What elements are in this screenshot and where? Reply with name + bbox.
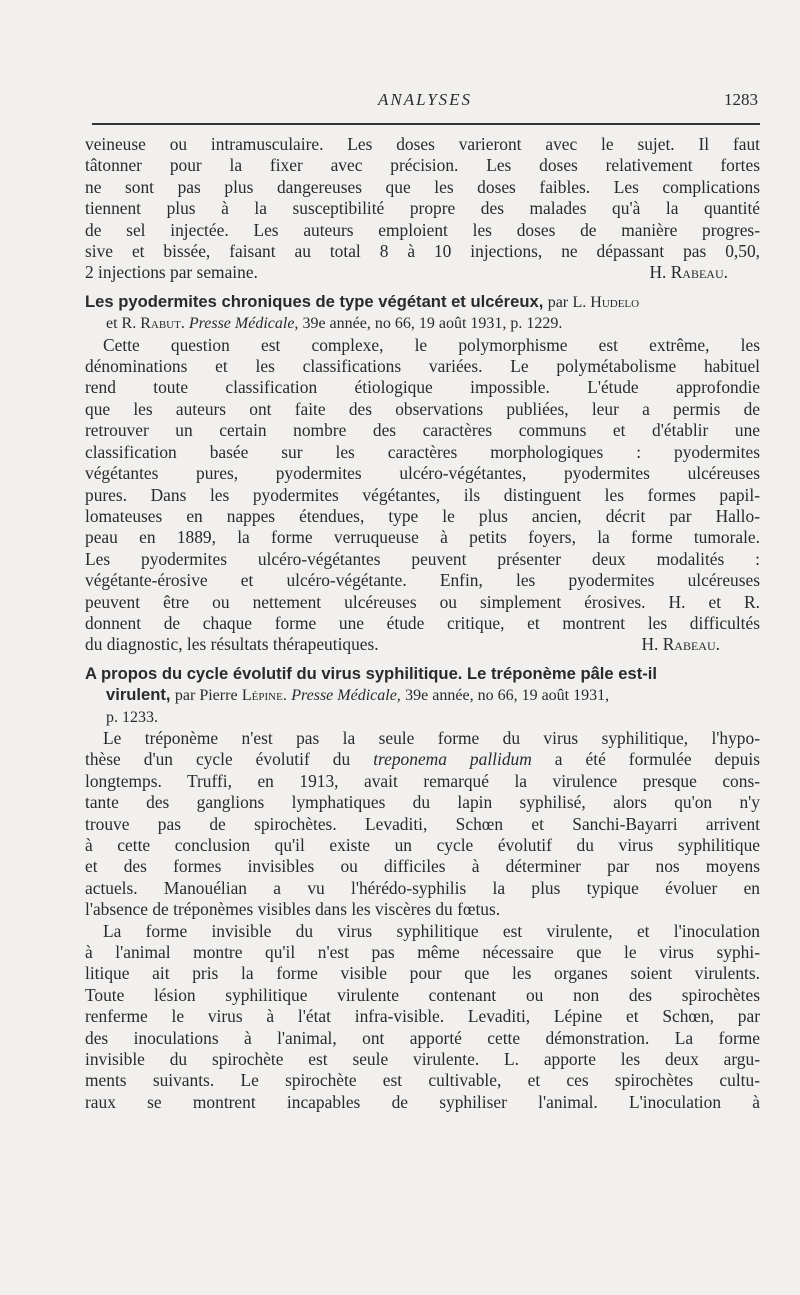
text-line: trouve pas de spirochètes. Levaditi, Schœn et Sanchi-Bayarri arrivent bbox=[85, 813, 760, 834]
text-line: ne sont pas plus dangereuses que les doses faibles. Les complications bbox=[85, 176, 760, 197]
text-line: ments suivants. Le spirochète est cultivable, et ces spirochètes cultu- bbox=[85, 1070, 760, 1091]
article-title-continued: virulent, bbox=[106, 685, 171, 705]
signature: H. Rabeau. bbox=[641, 634, 720, 655]
text-line: dénominations et les classifications variées. Le polymétabolisme habituel bbox=[85, 356, 760, 377]
text-line: que les auteurs ont faite des observations publiées, leur a permis de bbox=[85, 398, 760, 419]
by-text: par bbox=[547, 293, 569, 311]
signature: H. Rabeau. bbox=[649, 262, 728, 283]
text-line: donnent de chaque forme une étude critique, et montrent les difficultés bbox=[85, 612, 760, 633]
text-line: veineuse ou intramusculaire. Les doses varieront avec le sujet. Il faut bbox=[85, 134, 760, 154]
text-line: actuels. Manouélian a vu l'hérédo-syphilis la plus typique évoluer en bbox=[85, 877, 760, 898]
text-line: Le tréponème n'est pas la seule forme du virus syphilitique, l'hypo- bbox=[103, 727, 760, 748]
article-treponeme bbox=[85, 663, 760, 1114]
text-line: Les pyodermites ulcéro-végétantes peuvent présenter deux modalités : bbox=[85, 548, 760, 569]
text-line: longtemps. Truffi, en 1913, avait remarqué la virulence presque cons- bbox=[85, 770, 760, 791]
text-line-last bbox=[85, 634, 760, 655]
text-line: sive et bissée, faisant au total 8 à 10 injections, ne dépassant pas 0,50, bbox=[85, 241, 760, 262]
citation-details: 39e année, no 66, 19 août 1931, p. 1229. bbox=[302, 315, 563, 333]
and-text: et bbox=[106, 315, 118, 333]
article-title: A propos du cycle évolutif du virus syphilitique. Le tréponème pâle est-il bbox=[85, 663, 657, 683]
text-line: végétantes pures, pyodermites ulcéro-végétantes, pyodermites ulcéreuses bbox=[85, 463, 760, 484]
by-text: par Pierre bbox=[174, 687, 238, 705]
text-line: Cette question est complexe, le polymorphisme est extrême, les bbox=[103, 334, 760, 355]
last-line-text: 2 injections par semaine. bbox=[85, 262, 258, 283]
text-line: invisible du spirochète est seule virulente. L. apporte les deux argu- bbox=[85, 1049, 760, 1070]
text-line: et des formes invisibles ou difficiles à déterminer par nos moyens bbox=[85, 856, 760, 877]
author: Lépine. bbox=[241, 687, 287, 705]
text-line-last bbox=[85, 262, 760, 283]
article-title: Les pyodermites chroniques de type végétant et ulcéreux, bbox=[85, 291, 544, 311]
author: L. Hudelo bbox=[572, 293, 640, 311]
text-line: des inoculations à l'animal, ont apporté cette démonstration. La forme bbox=[85, 1027, 760, 1048]
journal-name: Presse Médicale, bbox=[188, 315, 299, 333]
article-citation bbox=[85, 313, 760, 334]
article-heading bbox=[85, 663, 760, 684]
text-line: lomateuses en nappes étendues, type le plus ancien, décrit par Hallo- bbox=[85, 505, 760, 526]
text-line: tâtonner pour la fixer avec précision. Les doses relativement fortes bbox=[85, 155, 760, 176]
article-heading bbox=[85, 291, 760, 313]
text-line: végétante-érosive et ulcéro-végétante. Enfin, les pyodermites ulcéreuses bbox=[85, 570, 760, 591]
journal-name: Presse Médicale, bbox=[291, 687, 401, 705]
text-line: de sel injectée. Les auteurs emploient les doses de manière progres- bbox=[85, 219, 760, 240]
text-line: La forme invisible du virus syphilitique est virulente, et l'inoculation bbox=[103, 920, 760, 941]
page-number: 1283 bbox=[724, 90, 758, 109]
text-line: litique ait pris la forme visible pour que les organes soient virulents. bbox=[85, 963, 760, 984]
header-rule bbox=[92, 123, 760, 125]
text-line: tiennent plus à la susceptibilité propre des malades qu'à la quantité bbox=[85, 198, 760, 219]
text-line: tante des ganglions lymphatiques du lapin syphilisé, alors qu'on n'y bbox=[85, 792, 760, 813]
author: R. Rabut. bbox=[121, 315, 185, 333]
text-line: classification basée sur les caractères morphologiques : pyodermites bbox=[85, 441, 760, 462]
text-line: rend toute classification étiologique impossible. L'étude approfondie bbox=[85, 377, 760, 398]
text-line-with-italic: thèse d'un cycle évolutif du treponema pallidum a été formulée depuis bbox=[85, 749, 760, 770]
continuation-paragraph bbox=[85, 134, 760, 284]
text-line: peau en 1889, la forme verruqueuse à petits foyers, la forme tumorale. bbox=[85, 527, 760, 548]
citation-details: 39e année, no 66, 19 août 1931, bbox=[405, 687, 610, 705]
text-line: à l'animal montre qu'il n'est pas même nécessaire que le virus syphi- bbox=[85, 942, 760, 963]
text-line: peuvent être ou nettement ulcéreuses ou simplement érosives. H. et R. bbox=[85, 591, 760, 612]
last-line-text: du diagnostic, les résultats thérapeutiques. bbox=[85, 634, 379, 655]
page-body bbox=[85, 134, 760, 1113]
citation-page: p. 1233. bbox=[106, 708, 158, 726]
article-pyodermites bbox=[85, 291, 760, 656]
article-heading-line2 bbox=[85, 684, 760, 706]
text-line: pures. Dans les pyodermites végétantes, ils distinguent les formes papil- bbox=[85, 484, 760, 505]
text-line: retrouver un certain nombre des caractères communs et d'établir une bbox=[85, 420, 760, 441]
text-line: raux se montrent incapables de syphiliser l'animal. L'inoculation à bbox=[85, 1091, 760, 1112]
text-line: renferme le virus à l'état infra-visible. Levaditi, Lépine et Schœn, par bbox=[85, 1006, 760, 1027]
text-line: à cette conclusion qu'il existe un cycle évolutif du virus syphilitique bbox=[85, 835, 760, 855]
text-line-last: l'absence de tréponèmes visibles dans les viscères du fœtus. bbox=[85, 899, 501, 920]
page-header bbox=[90, 88, 760, 118]
text-line: Toute lésion syphilitique virulente contenant ou non des spirochètes bbox=[85, 984, 760, 1005]
running-title: ANALYSES bbox=[377, 90, 473, 109]
